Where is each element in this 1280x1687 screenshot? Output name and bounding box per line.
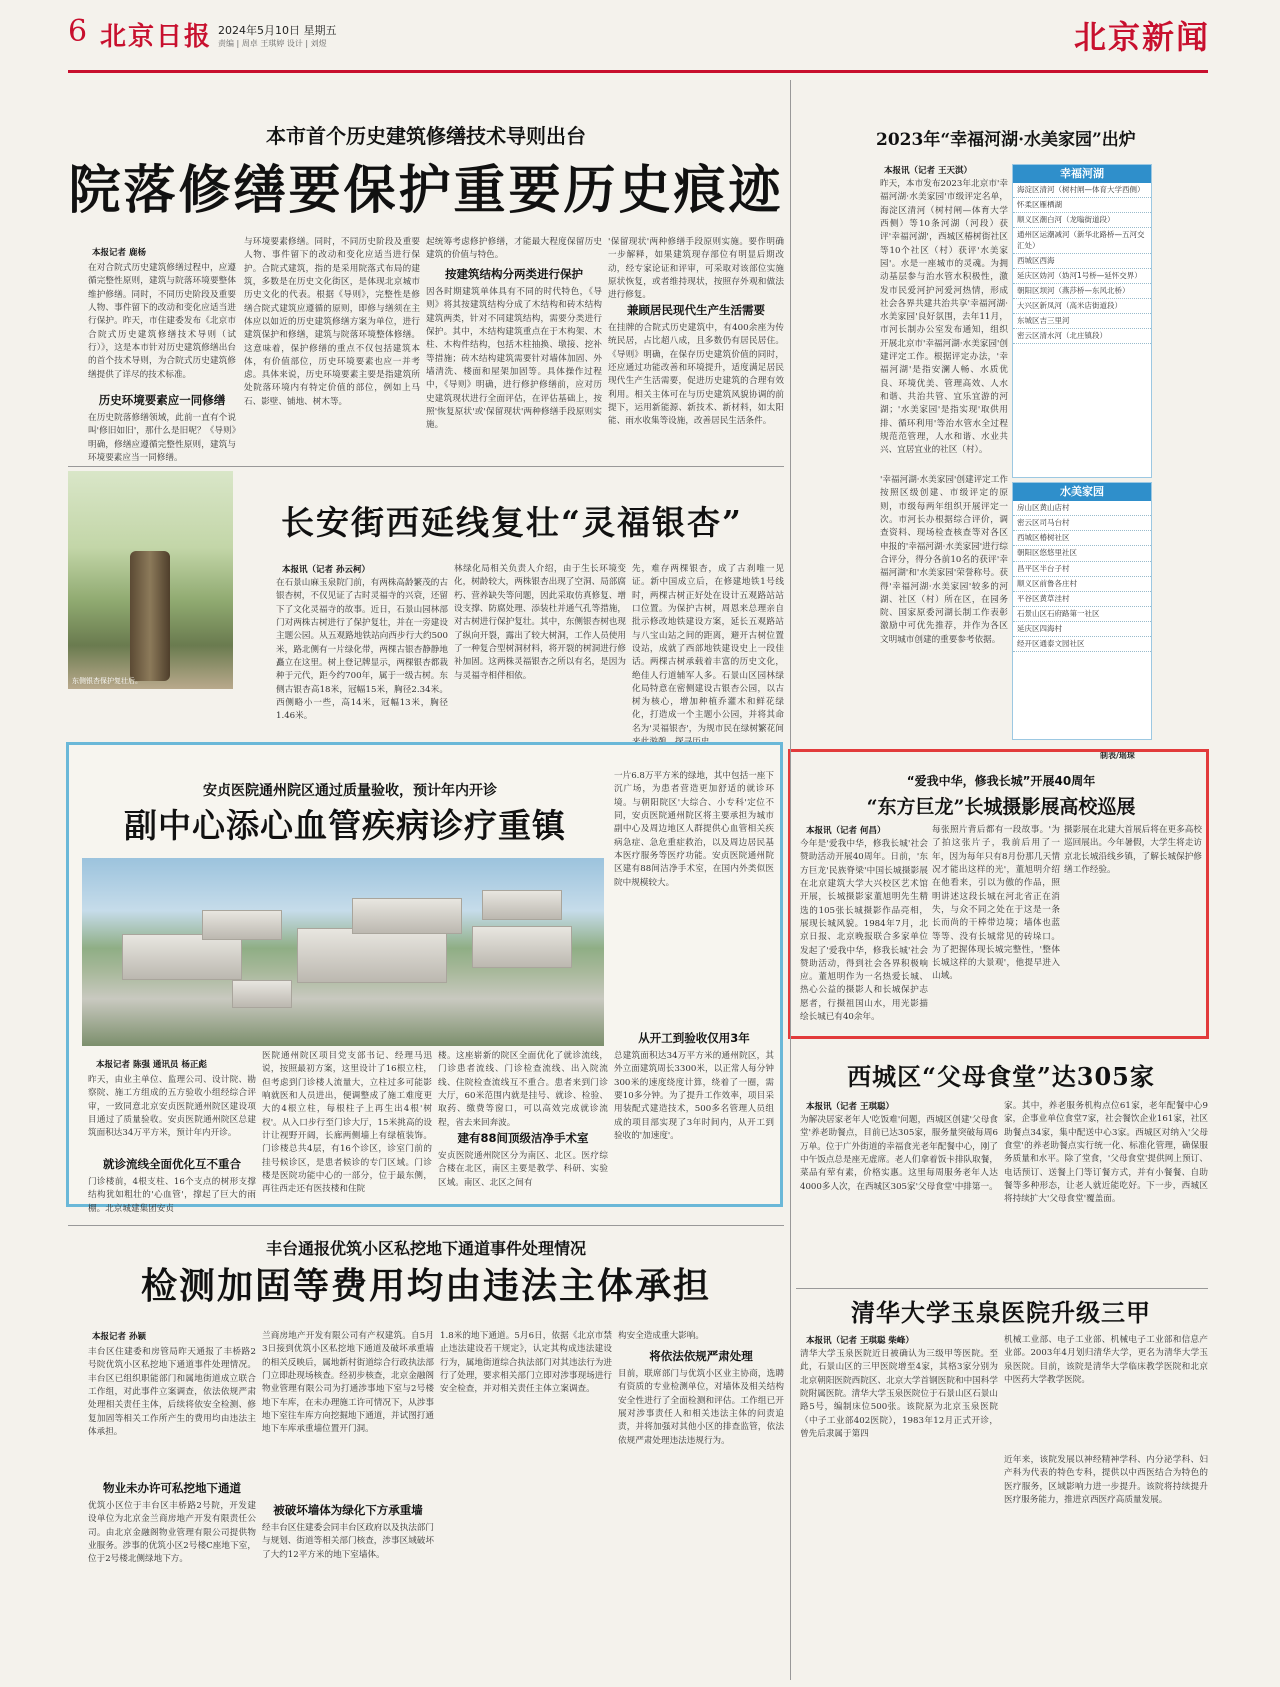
hospital-col-4b: 总建筑面积达34万平方米的通州院区，其外立面建筑周长3300米，以正常人每分钟300米的速度绕度计算，绕着了一圈，需要10多分钟。为了提升工作效率，项目采用装配式建造技术，500多名管理人员组成的项目部实现了3年时间内，从开工到验收的'加速度'。 — [614, 1051, 774, 1141]
table-credit: 制表/瑶琛 — [1100, 751, 1135, 760]
list-item: 大兴区新凤河（高米店街道段） — [1013, 299, 1151, 314]
fengtai-subhead-1: 物业未办许可私挖地下通道 — [103, 1481, 241, 1495]
water-homes-title: 水美家园 — [1013, 483, 1151, 501]
article1-byline: 本报记者 鹿杨 — [92, 248, 146, 258]
article2-col-2: 林绿化局相关负责人介绍，由于生长环境变化，树龄较大，两株银杏出现了空洞、局部腐朽、营养缺失等问题，因此采取仿真修复、增设支撑、防腐处理、添装杜并通气孔等措施，对古树进行保护复壮。其中，东侧银杏树也现了纵向开裂，露出了较大树洞，工作人员使用了一种复合型树洞材料，将开裂的树洞进行修补加固。这两株灵福银杏之所以有名，是因为与灵福寺相伴相依。 — [454, 564, 626, 681]
fengtai-byline: 本报记者 孙颖 — [92, 1332, 146, 1342]
tsinghua-col-2: 机械工业部、电子工业部、机械电子工业部和信息产业部。2003年4月划归清华大学，更名为清华大学玉泉医院。目前，该院是清华大学临床教学医院和北京中医药大学教学医院。 — [1004, 1335, 1208, 1385]
article1-col-3: 因各时期建筑单体具有不同的时代特色，《导则》将其按建筑结构分成了木结构和砖木结构建筑两类，针对不同建筑结构，需要分类进行保护。其中，木结构建筑重点在于木构架、木柱、木构件结构，包括木柱抽换、墩接、挖补等措施；砖木结构建筑需要针对墙体加固、外墙清洗、楼面和屋架加固等。具体操作过程中，《导则》明确，进行修护修缮前，应对历史建筑现状进行全面评估，在评估基础上，按照'恢复原状'或'保留现状'两种修缮手段原则实施。 — [426, 287, 602, 431]
tsinghua-col-1: 清华大学玉泉医院近日被确认为三级甲等医院。至此，石景山区的三甲医院增至4家，其格3家分别为北京朝阳医院西院区、北京大学首钢医院和中国科学院附属医院。清华大学玉泉医院位于石景山区石景山路5号，编制床位500张。该院原为北京玉泉医院（中子工业部402医院），1983年12月正式开诊，曾先后隶属于第四 — [800, 1349, 998, 1439]
article2-byline: 本报讯（记者 孙云柯） — [282, 565, 370, 575]
page-number: 6 — [68, 14, 88, 49]
fengtai-col-2: 兰商房地产开发有限公司有产权建筑。自5月3日接到优筑小区私挖地下通道及破坏承重墙的相关反映后，属地新村街道综合行政执法部门立即赴现场核查。经初步核查，北京金融阁物业管理有限公司为打通涉事地下室与2号楼地下车库，在未办理施工许可情况下，从涉事地下室往车库方向挖掘地下通道，并试图打通地下车库承重墙位置开门洞。 — [262, 1331, 434, 1435]
list-item: 顺义区潮白河（龙嗡街道段） — [1013, 213, 1151, 228]
list-item: 延庆区四海村 — [1013, 622, 1151, 637]
great-wall-kicker: “爱我中华，修我长城”开展40周年 — [906, 774, 1096, 788]
rivers-headline: 2023年“幸福河湖·水美家园”出炉 — [876, 130, 1136, 150]
column-divider — [790, 80, 791, 1680]
hospital-subhead-3: 建有88间顶级洁净手术室 — [457, 1131, 589, 1145]
list-item: 东城区吉三里河 — [1013, 314, 1151, 329]
list-item: 怀柔区雁栖湖 — [1013, 198, 1151, 213]
hospital-byline: 本报记者 陈强 通讯员 杨正彪 — [96, 1060, 207, 1070]
rivers-byline: 本报讯（记者 王天淇） — [884, 166, 972, 176]
rivers-body: 昨天，本市发布2023年北京市'幸福河湖·水美家园'市级评定名单，海淀区清河（树村闸—体育大学西侧）等10条河湖（河段）获评'幸福河湖'，西城区椿树街社区等10个社区（村）获评'水美家园'。水是一座城市的灵魂。为拥动基层参与治水管水积极性，激发市民爱河护河爱河热情，形成社会各界共建共治共享'幸福河湖·水美家园'良好氛围，去年11月，市河长制办公室发布通知，组织开展北京市'幸福河湖·水美家园'创建评定工作。根据评定办法，'幸福河湖'是指安澜人畅、水质优良、环境优美、管理高效、人水和谐、共治共管、宜乐宜游的河湖；'水美家园'是指实现'取供用排、循环利用'等治水管水全过程规范范管理，人水和谐、水业共兴、宜居宜业的社区（村）。 — [880, 179, 1008, 456]
article1-col-4: 在挂牌的合院式历史建筑中，有400余座为传统民居，占比超八成，且多数仍有居民居住。《导则》明确，在保存历史建筑价值的同时，还应通过功能改善和环境提升，适度满足居民现代生产生活需要，促进历史建筑的合理有效利用。相关主体可在与历史建筑风貌协调的前提下，运用新能源、新技术、新材料，如太阳能、雨水收集等设施，改善居民生活条件。 — [608, 323, 784, 427]
tsinghua-headline: 清华大学玉泉医院升级三甲 — [851, 1298, 1151, 1327]
article2-col-3: 先，难存两棵银杏，成了古刹唯一见证。新中国成立后，在修建地铁1号线时，两棵古树正好处在设计五观路站站口位置。为保护古树，周恩来总理亲自批示修改地铁建设方案，延长五观路站与八宝山站之间的距离，避开古树位置设站，成就了西部地铁建设史上一段佳话。两棵古树承载着丰富的历史文化，绝佳人行道辅军人多。石景山区园林绿化局特意在密侧建设古银杏公园，以古树为核心，增加种植乔灌木和鲜花绿化，打造成一个主题小公园，并将其命名为'灵福银杏'，为规市民在绿树繁花间 — [632, 564, 784, 734]
tsinghua-byline: 本报讯（记者 王琪聪 柴峰） — [806, 1336, 914, 1346]
list-item: 平谷区黄草洼村 — [1013, 592, 1151, 607]
article1-subhead-1: 历史环境要素应一同修缮 — [98, 393, 226, 407]
fengtai-col-4-top: 构安全造成重大影响。 — [618, 1331, 704, 1341]
hospital-col-3: 楼。这座崭新的院区全面优化了就诊流线，门诊患者流线、门诊检查流线、出入院流线、住院检查流线互不重合。患者来到门诊大厅，60米范围内就是挂号、就诊、检验、取药、缴费等窗口，可以高效完成就诊流程，省去来回奔波。 — [438, 1051, 608, 1128]
hospital-col-2: 医院通州院区项目党支部书记、经理马迅说，按照最初方案，这里设计了16根立柱，但考虑到门诊楼人流量大，立柱过多可能影响就医和人员进出，便调整成了施工难度更大的4根立柱，每根柱子上再生出4根'树杈'。从入口步行至门诊大厅，15米挑高的设计让视野开阔，长廊两侧墙上有绿植装饰。门诊楼总共4层，有16个诊区，诊室门前的挂号候诊区，是患者候诊的专门区域。门诊楼是医院功能中心的一部分，位于最东侧，再往西走还有医技楼和住院 — [262, 1051, 432, 1195]
paper-name: 北京日报 — [100, 22, 213, 52]
list-item: 密云区清水河（北庄镇段） — [1013, 329, 1151, 344]
hospital-col-3b: 安贞医院通州院区分为南区、北区。医疗综合楼在北区，南区主要是教学、科研、实验区域。南区、北区之间有 — [438, 1151, 608, 1188]
fengtai-subhead-4: 将依法依规严肃处理 — [649, 1349, 753, 1363]
hospital-col-1b: 门诊楼前，4根支柱、16个支点的树形支撑结构犹如粗壮的'心血管'，撑起了巨大的雨棚。北京城建集团安贞 — [88, 1177, 256, 1214]
great-wall-headline: “东方巨龙”长城摄影展高校巡展 — [866, 796, 1136, 818]
article1-col-4-top: '保留现状'两种修缮手段原则实施。要作明确一步解释，如果建筑现存部位有明显后期改动，经专家论证和评审，可采取对该部位实施原状恢复，或者维持现状，按照存外观和做法进行修复。 — [608, 237, 784, 301]
article2-col-1: 在石景山麻玉泉院门前，有两株高龄繁茂的古银杏树，不仅见证了古时灵福寺的兴衰，还留下了文化灵福寺的故事。近日，石景山园林部门对两株古树进行了保护复壮，并在一旁建设主题公园。从五观路地铁站向西步行大约500米，路北侧有一片绿化带，两棵古银杏静静地矗立在这里。树上登记牌显示，两棵银杏都栽种于元代，距今约700年，属于一级古树。东侧古银杏高18米，冠幅15米，胸径2.34米。西侧略小一些，高14米，冠幅13米，胸径1.46米。 — [276, 578, 448, 722]
tree-trunk — [130, 551, 170, 681]
great-wall-byline: 本报讯（记者 何昌） — [806, 826, 886, 836]
list-item: 海淀区清河（树村闸—体育大学西侧） — [1013, 183, 1151, 198]
tsinghua-col-2b: 近年来，该院发展以神经精神学科、内分泌学科、妇产科为代表的特色专科，提供以中西医结合为特色的医疗服务，区域影响力进一步提升。该院将持续提升医疗服务能力，推进京西医疗高质量发展。 — [1004, 1455, 1208, 1505]
hospital-aerial-photo — [82, 858, 604, 1046]
fengtai-headline: 检测加固等费用均由违法主体承担 — [140, 1265, 711, 1307]
xicheng-byline: 本报讯（记者 王琪聪） — [806, 1102, 894, 1112]
list-item: 朝阳区悠悠里社区 — [1013, 546, 1151, 561]
list-item: 西城区西海 — [1013, 254, 1151, 269]
happy-rivers-list — [1013, 183, 1151, 344]
hospital-col-4: 一片6.8万平方米的绿地，其中包括一座下沉广场，为患者营造更加舒适的就诊环境。与朝阳院区'大综合、小专科'定位不同，安贞医院通州院区将主要承担为城市副中心及周边地区人群提供心血管相关疾病急症、急危重症救治，以及周边居民基本医疗服务等医疗功能。安贞医院通州院区建有88间洁净手术室，在国内外类似医院中规模较大。 — [614, 771, 774, 888]
row-divider-3 — [796, 1288, 1208, 1289]
article1-para-1: 在历史院落修缮领域，此前一直有个说叫'修旧如旧'，那什么是旧呢？《导则》明确，修缮应遵循完整性原则，建筑与环境要素应当一同修缮。 — [88, 413, 236, 463]
fengtai-col-1: 丰台区住建委和房管局昨天通报了丰桥路2号院优筑小区私挖地下通道事件处理情况。丰台区已组织职能部门和属地街道成立联合工作组，对此事件立案调查，依法依规严肃处理相关责任主体，后续将依安全检测、修复加固等相关工作所产生的费用均由违法主体承担。 — [88, 1347, 256, 1437]
xicheng-col-2: 家。其中，养老服务机构点位61家，老年配餐中心9家，企事业单位食堂7家，社会餐饮企业161家，社区助餐点34家，集中配送中心3家。西城区对纳入'父母食堂'的养老助餐点实行统一化、标准化管理，确保服务质量和水平。除了堂食，'父母食堂'提供网上预订、电话预订、送餐上门等订餐方式，并有小餐餐、自助餐等多种形态，让老人就近能吃好。下一步，西城区将持续扩大'父母食堂'覆盖面。 — [1004, 1101, 1208, 1205]
fengtai-kicker: 丰台通报优筑小区私挖地下通道事件处理情况 — [265, 1239, 586, 1258]
water-homes-box — [1012, 482, 1152, 740]
fengtai-subhead-2: 被破坏墙体为绿化下方承重墙 — [273, 1503, 423, 1517]
rivers-body-2: '幸福河湖·水美家园'创建评定工作按照区级创建、市级评定的原则，市级每两年组织开展评定一次。市河长办根据综合评价，调查资料、现场检查核查等对各区申报的'幸福河湖·水美家园'进行综合评分，得分各前10名的获评'幸福河湖'和'水美家园'荣誉称号。获得'幸福河湖·水美家园'较多的河湖、社区（村）所在区，在园务院、国家原委河湖长制工作表彰激励中可优先推荐，并作为各区文明城市创建的重要参考依据。 — [880, 475, 1008, 645]
xicheng-col-1: 为解决居家老年人'吃饭难'问题，西城区创建'父母食堂'养老助餐点，目前已达305家，服务量突破每周6万单。位于广外街道的幸福食光老年配餐中心，刚了中午饭点总是座无虚席。老人们拿着饭卡排队取餐，菜品有荤有素，价格实惠。这里每周服务老年人达4000多人次，在西城区305家'父母食堂'中排第一。 — [800, 1115, 998, 1192]
article1-col-2: 与环境要素修缮。同时，不同历史阶段及重要人物、事件留下的改动和变化应适当进行保护。合院式建筑，指的是采用院落式布局的建筑，多数是在历史文化街区，是体现北京城市历史文化的代表。根据《导则》，完整性是修缮合院式建筑应遵循的原则，即修与缮须在主体应以如近的历史建筑修缮方案为单位，进行建筑保护和修缮，建筑与院落环境整体修缮。这意味着，保护修缮的重点不仅包括建筑本体，有价值部位，历史环境要素也应一并考虑。具体来说，历史环境要素主要是指建筑所处院落环境内有特定价值的部位，例如上马石、影壁、铺地、树木等。 — [244, 237, 420, 407]
list-item: 延庆区妫河（妫河1号桥—延怀交界） — [1013, 269, 1151, 284]
hospital-col-1: 昨天，由业主单位、监理公司、设计院、勘察院、施工方组成的五方验收小组经综合评审，一致同意北京安贞医院通州院区建设项目通过了质量验收。安贞医院通州院区总建筑面积达34万平方米，预计年内开诊。 — [88, 1075, 256, 1139]
section-title: 北京新闻 — [1073, 18, 1210, 56]
row-divider-1 — [68, 466, 784, 467]
article1-col-3-top: 起统筹考虑修护修缮，才能最大程度保留历史建筑的价值与特色。 — [426, 237, 602, 261]
issue-date: 2024年5月10日 星期五 — [218, 24, 337, 37]
great-wall-col-1: 今年是'爱我中华，修我长城'社会赞助活动开展40周年。日前，'东方巨龙'民族脊梁'中国长城摄影展在北京建筑大学大兴校区艺术馆开展，长城摄影家董旭明先生精选的105张长城摄影作品亮相，展现长城风貌。1984年7月，北京日报、北京晚报联合多家单位发起了'爱我中华，修我长城'社会赞助活动，得到社会各界积极响应。董旭明作为一名热爱长城、热心公益的摄影人和长城保护志愿者，行摄祖国山水，用光影描绘长城已有40余年。 — [800, 839, 928, 1023]
hospital-subhead-4: 从开工到验收仅用3年 — [638, 1031, 750, 1045]
fengtai-col-3: 1.8米的地下通道。5月6日，依据《北京市禁止违法建设若干规定》，认定其构成违法建设行为，属地街道综合执法部门对其违法行为进行了处理，要求相关部门立即对涉事现场进行安全检查，并对相关责任主体立案调查。 — [440, 1331, 612, 1395]
article1-kicker: 本市首个历史建筑修缮技术导则出台 — [266, 124, 586, 148]
list-item: 顺义区前鲁各庄村 — [1013, 577, 1151, 592]
row-divider-2 — [68, 1225, 784, 1226]
xicheng-headline: 西城区“父母食堂”达305家 — [847, 1062, 1155, 1091]
article2-headline: 长安街西延线复壮“灵福银杏” — [281, 503, 743, 542]
list-item: 昌平区半台子村 — [1013, 562, 1151, 577]
article1-headline: 院落修缮要保护重要历史痕迹 — [68, 160, 784, 221]
hospital-headline: 副中心添心血管疾病诊疗重镇 — [124, 806, 566, 845]
happy-rivers-title: 幸福河湖 — [1013, 165, 1151, 183]
list-item: 石景山区石府路第一社区 — [1013, 607, 1151, 622]
fengtai-col-2b: 经丰台区住建委会同丰台区政府以及执法部门与规划、街道等相关部门核查，涉事区域破坏了大约12平方米的地下室墙体。 — [262, 1523, 434, 1560]
list-item: 朝阳区坝河（燕莎桥—东风北桥） — [1013, 284, 1151, 299]
hospital-subhead-1: 就诊流线全面优化互不重合 — [103, 1157, 241, 1171]
great-wall-col-2: 每张照片背后都有一段故事。'为了拍这张片子，我前后用了一年，因为每年只有8月份那几天情况才能出这样的光'，董旭明介绍在他看来，引以为傲的作品，照明讲述这段长城在河北省正在消失，与众不同之处在于这是一条长而尚的干棒带边境；墙体也蓝等等、没有长城常见的砖垛口。为了把握体现长城完整性，'整体长城这样的大景观'，他提早进入山域。 — [932, 825, 1060, 982]
great-wall-col-3: 摄影展在北建大首展后将在更多高校巡回展出。今年暑假，大学生将走访京北长城沿线乡镇，了解长城保护修缮工作经验。 — [1064, 825, 1202, 875]
ginkgo-photo — [68, 471, 233, 689]
list-item: 经开区通泰文园社区 — [1013, 637, 1151, 652]
list-item: 密云区司马台村 — [1013, 516, 1151, 531]
article1-subhead-3: 兼顾居民现代生产生活需要 — [627, 303, 765, 317]
happy-rivers-box — [1012, 164, 1152, 478]
list-item: 房山区黄山店村 — [1013, 501, 1151, 516]
photo-caption: 东侧银杏保护复壮后。 — [72, 677, 142, 685]
hospital-kicker: 安贞医院通州院区通过质量验收，预计年内开诊 — [203, 783, 497, 799]
fengtai-col-4: 目前，联席部门与优筑小区业主协商，选聘有资质的专业检测单位，对墙体及相关结构安全性进行了全面检测和评估。工作组已开展对涉事责任人和相关违法主体的问责追责，并将加强对其他小区的排查监管，依法依规严肃处理违法违规行为。 — [618, 1369, 784, 1446]
list-item: 西城区椿树社区 — [1013, 531, 1151, 546]
list-item: 通州区运潮减河（新华北路桥—五河交汇处） — [1013, 228, 1151, 253]
water-homes-list — [1013, 501, 1151, 652]
fengtai-col-1b: 优筑小区位于丰台区丰桥路2号院，开发建设单位为北京金兰商房地产开发有限责任公司。由北京金融阁物业管理有限公司提供物业服务。涉事的优筑小区2号楼C座地下室，位于2号楼北侧绿地下方。 — [88, 1501, 256, 1565]
article1-subhead-2: 按建筑结构分两类进行保护 — [445, 267, 583, 281]
article1-lead: 在对合院式历史建筑修缮过程中，应遵循完整性原则，建筑与院落环境要整体维护修缮。同时，不同历史阶段及重要人物、事件留下的改动和变化应适当进行保护。昨天，市住建委发布《北京市合院式历史建筑修缮技术导则（试行）》，这是本市针对历史建筑修缮出台的首个技术导则，为合院式历史建筑修缮提供了详尽的技术标准。 — [88, 263, 236, 380]
staff-credits: 责编 | 周卓 王琪婷 设计 | 刘煜 — [218, 39, 327, 48]
masthead-rule — [68, 70, 1208, 73]
masthead — [0, 0, 1280, 80]
